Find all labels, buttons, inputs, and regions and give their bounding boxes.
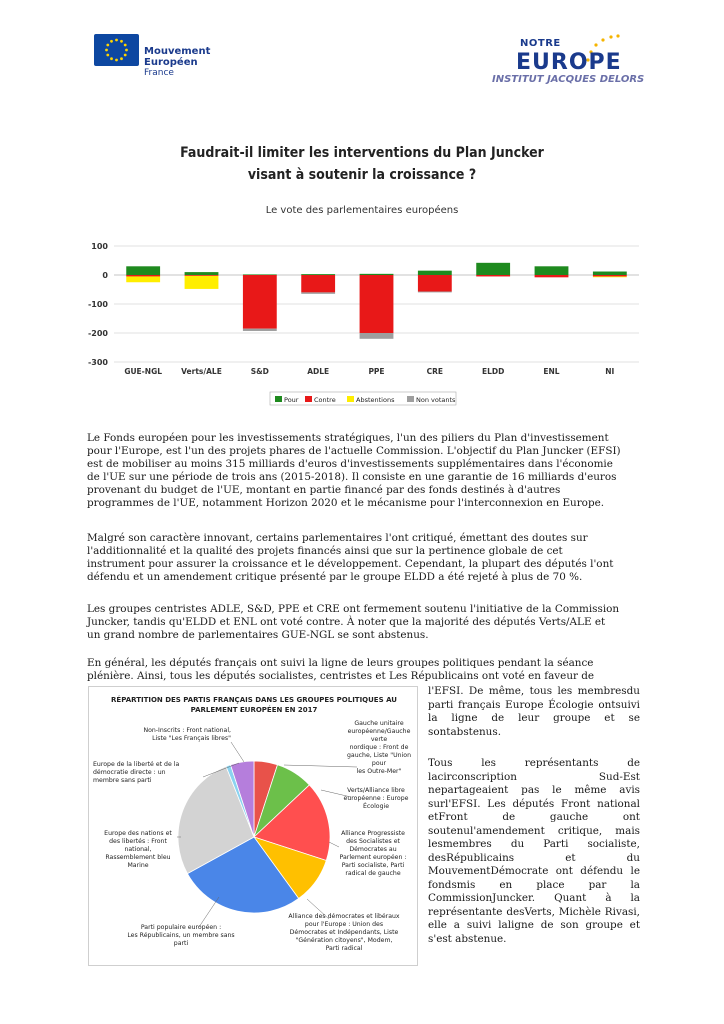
pie-label-line: "Génération citoyens", Modem,: [295, 937, 393, 944]
bar-pour: [126, 266, 160, 275]
bar-non-votants: [301, 292, 335, 293]
pie-label-line: parti: [173, 940, 189, 947]
pie-label-line: gauche, Liste "Union pour: [346, 752, 412, 767]
text-line: suivi la ligne de leur groupe et se sont: [428, 698, 640, 738]
bar-contre: [243, 275, 277, 329]
text-line: Démocrate ont défendu le fonds: [428, 865, 640, 891]
pie-slice-label: [111, 924, 251, 948]
bar-pour: [360, 274, 394, 275]
text-line: du parti français Europe Écologie ont: [428, 685, 640, 711]
pie-label-line: Europe de la liberté et de la: [93, 761, 180, 768]
pie-label-line: Liste "Les Français libres": [152, 735, 231, 742]
text-line: défendu et un amendement critique présenté par le groupe ELDD a été rejeté à plus de 70 %.: [87, 571, 583, 583]
paragraph-french-deputies: [87, 657, 639, 683]
bar-contre: [418, 275, 452, 292]
x-tick-label: PPE: [368, 367, 385, 376]
eu-flag-icon: [94, 34, 139, 66]
bar-non-votants: [360, 333, 394, 339]
pie-label-line: Démocrates au: [349, 846, 397, 853]
text-line: Verts, Michèle Rivasi, elle a suivi la: [428, 905, 640, 931]
legend-swatch: [407, 396, 414, 402]
pie-label-line: Parlement européen :: [339, 854, 407, 861]
text-line: membres du Parti socialiste, des: [428, 838, 640, 864]
text-line: Malgré son caractère innovant, certains parlementaires l'ont critiqué, émettant des doutes sur: [87, 532, 588, 544]
y-tick-label: -300: [87, 358, 108, 367]
x-tick-label: Verts/ALE: [181, 367, 222, 376]
x-tick-label: S&D: [250, 367, 269, 376]
logo-left-line2: Européen: [144, 57, 198, 68]
text-line: abstenus.: [450, 725, 501, 738]
bar-pour: [476, 263, 510, 275]
paragraph-side-sud-est: [428, 757, 640, 946]
x-tick-label: ADLE: [307, 367, 330, 376]
bar-non-votants: [418, 292, 452, 293]
mouvement-europeen-logo: [94, 34, 224, 84]
pie-label-line: Parti socialiste, Parti: [341, 862, 405, 869]
pie-label-line: des libertés : Front: [109, 838, 167, 845]
x-tick-label: CRE: [426, 367, 444, 376]
pie-slice-label: [269, 913, 419, 953]
legend-label: Abstentions: [356, 396, 395, 404]
text-line: Le Fonds européen pour les investissements stratégiques, l'un des piliers du Plan d'investissement: [87, 432, 609, 444]
legend-label: Non votants: [416, 396, 456, 404]
bar-pour: [418, 271, 452, 275]
pie-label-line: pour l'Europe : Union des: [304, 921, 384, 928]
pie-chart-figure: [88, 686, 418, 966]
text-line: partageaient pas le même avis sur: [428, 784, 640, 810]
pie-label-line: membre sans parti: [93, 777, 152, 784]
y-tick-label: -100: [87, 300, 108, 309]
x-tick-label: NI: [605, 367, 615, 376]
text-line: Juncker, tandis qu'ELDD et ENL ont voté contre. À noter que la majorité des députés Verts/ALE et: [87, 616, 606, 628]
text-line: l'EFSI. Les députés Front national et: [428, 797, 640, 823]
pie-label-line: Alliance Progressiste: [341, 830, 405, 837]
bar-pour: [535, 266, 569, 275]
text-line: ligne de son groupe et s'est abstenue.: [428, 919, 641, 945]
text-line: provenant du budget de l'UE, montant en partie financé par des fonds destinés à d'autres: [87, 484, 561, 496]
bar-contre: [476, 275, 510, 276]
pie-label-line: européenne/Gauche verte: [347, 728, 411, 743]
pie-slice-label: [341, 787, 411, 811]
bar-chart-title: Le vote des parlementaires européens: [265, 205, 459, 216]
pie-title-line2: PARLEMENT EUROPÉEN EN 2017: [190, 706, 318, 714]
text-line: Les groupes centristes ADLE, S&D, PPE et CRE ont fermement soutenu l'initiative de la Commission: [87, 603, 620, 615]
bar-contre: [301, 275, 335, 292]
notre-europe-logo: [492, 30, 644, 92]
pie-slice-label: [93, 761, 203, 785]
logo-left-line1: Mouvement: [144, 46, 211, 57]
pie-label-line: radical de gauche: [345, 870, 401, 877]
bar-abstentions: [126, 276, 160, 282]
pie-title-line1: RÉPARTITION DES PARTIS FRANÇAIS DANS LES GROUPES POLITIQUES AU: [111, 696, 397, 704]
pie-label-line: Europe des nations et: [104, 830, 172, 837]
text-line: l'additionnalité et la qualité des projets financés ainsi que sur la pertinence globale de cet: [87, 545, 563, 557]
pie-label-line: Marine: [127, 862, 149, 869]
pie-label-line: Alliance des démocrates et libéraux: [288, 913, 400, 920]
pie-label-line: Gauche unitaire: [354, 720, 404, 727]
legend-swatch: [305, 396, 312, 402]
pie-leader-line: [231, 742, 244, 762]
pie-label-line: national,: [124, 846, 152, 853]
pie-label-line: des Socialistes et: [346, 838, 400, 845]
logo-right-line3: INSTITUT JACQUES DELORS: [492, 74, 645, 85]
pie-label-line: Rassemblement bleu: [105, 854, 171, 861]
legend-swatch: [347, 396, 354, 402]
pie-label-line: démocratie directe : un: [93, 769, 166, 776]
pie-slice-label: [93, 830, 183, 870]
paragraph-efsi-intro: [87, 432, 639, 510]
pie-label-line: Verts/Alliance libre: [347, 787, 405, 794]
text-line: En général, les députés français ont suivi la ligne de leurs groupes politiques pendant la séance: [87, 657, 594, 669]
bar-contre: [360, 275, 394, 333]
text-line: Tous les représentants de la: [428, 757, 640, 783]
text-line: Front de gauche ont soutenu: [428, 811, 640, 837]
text-line: est de mobiliser au moins 315 milliards d'euros d'investissements supplémentaires dans l'économie: [87, 458, 613, 470]
text-line: un grand nombre de parlementaires GUE-NGL se sont abstenus.: [87, 629, 429, 641]
vote-bar-chart: [84, 236, 644, 416]
logo-left-line3: France: [144, 68, 174, 78]
legend-swatch: [275, 396, 282, 402]
text-line: Juncker. Quant à la représentante des: [428, 892, 640, 918]
y-tick-label: -200: [87, 329, 108, 338]
y-tick-label: 0: [102, 271, 108, 280]
pie-label-line: nordique : Front de: [349, 744, 409, 751]
x-tick-label: ENL: [543, 367, 560, 376]
pie-label-line: européenne : Europe: [343, 795, 409, 802]
text-line: l'amendement critique, mais les: [428, 824, 640, 850]
legend-label: Contre: [314, 396, 336, 404]
bar-non-votants: [243, 329, 277, 331]
bar-pour: [593, 272, 627, 275]
legend-label: Pour: [284, 396, 299, 404]
document-title-line1: Faudrait-il limiter les interventions du Plan Juncker: [180, 145, 544, 161]
x-tick-label: ELDD: [481, 367, 505, 376]
y-tick-label: 100: [91, 242, 108, 251]
bar-abstentions: [185, 276, 219, 289]
logo-left-text: [144, 46, 210, 79]
pie-slice-label: [111, 727, 231, 743]
bar-abstentions: [593, 276, 627, 277]
paragraph-side-europe-ecologie: [428, 685, 640, 739]
pie-label-line: Parti populaire européen :: [140, 924, 222, 931]
paragraph-centrist-groups: [87, 603, 639, 642]
text-line: de l'UE sur une période de trois ans (2015-2018). Il consiste en une garantie de 16 milliards d'euros: [87, 471, 617, 483]
text-line: plénière. Ainsi, tous les députés socialistes, centristes et Les Républicains ont voté en faveur de: [87, 670, 595, 682]
bar-pour: [185, 272, 219, 275]
bar-contre: [593, 275, 627, 276]
paragraph-criticism: [87, 532, 639, 584]
text-line: programmes de l'UE, notamment Horizon 2020 et le mécanisme pour l'interconnexion en Europe.: [87, 497, 605, 509]
pie-slice-label: [341, 720, 417, 776]
logo-right-line2: EUROPE: [516, 50, 622, 75]
pie-leader-line: [199, 897, 219, 927]
text-line: mis en place par la Commission: [428, 878, 640, 904]
pie-label-line: Écologie: [362, 803, 390, 810]
document-title-line2: visant à soutenir la croissance ?: [247, 167, 477, 183]
pie-label-line: Parti radical: [325, 945, 363, 952]
bar-contre: [126, 275, 160, 276]
text-line: circonscription Sud-Est ne: [428, 770, 640, 796]
pie-slice-label: [333, 830, 413, 878]
text-line: l'EFSI. De même, tous les membres: [428, 685, 627, 697]
logo-right-line1: NOTRE: [520, 38, 561, 49]
pie-label-line: Démocrates et Indépendants, Liste: [289, 929, 399, 936]
pie-label-line: Non-Inscrits : Front national,: [143, 727, 231, 734]
x-tick-label: GUE-NGL: [124, 367, 163, 376]
text-line: Républicains et du Mouvement: [428, 851, 640, 877]
pie-label-line: les Outre-Mer": [356, 768, 402, 775]
bar-contre: [535, 275, 569, 277]
text-line: instrument pour assurer la croissance et le développement. Cependant, la plupart des députés l'ont: [87, 558, 614, 570]
bar-pour: [301, 274, 335, 275]
text-line: pour l'Europe, est l'un des projets phares de l'actuelle Commission. L'objectif du Plan Juncker (EFSI): [87, 445, 621, 457]
bar-contre: [185, 275, 219, 276]
pie-label-line: Les Républicains, un membre sans: [127, 932, 235, 939]
